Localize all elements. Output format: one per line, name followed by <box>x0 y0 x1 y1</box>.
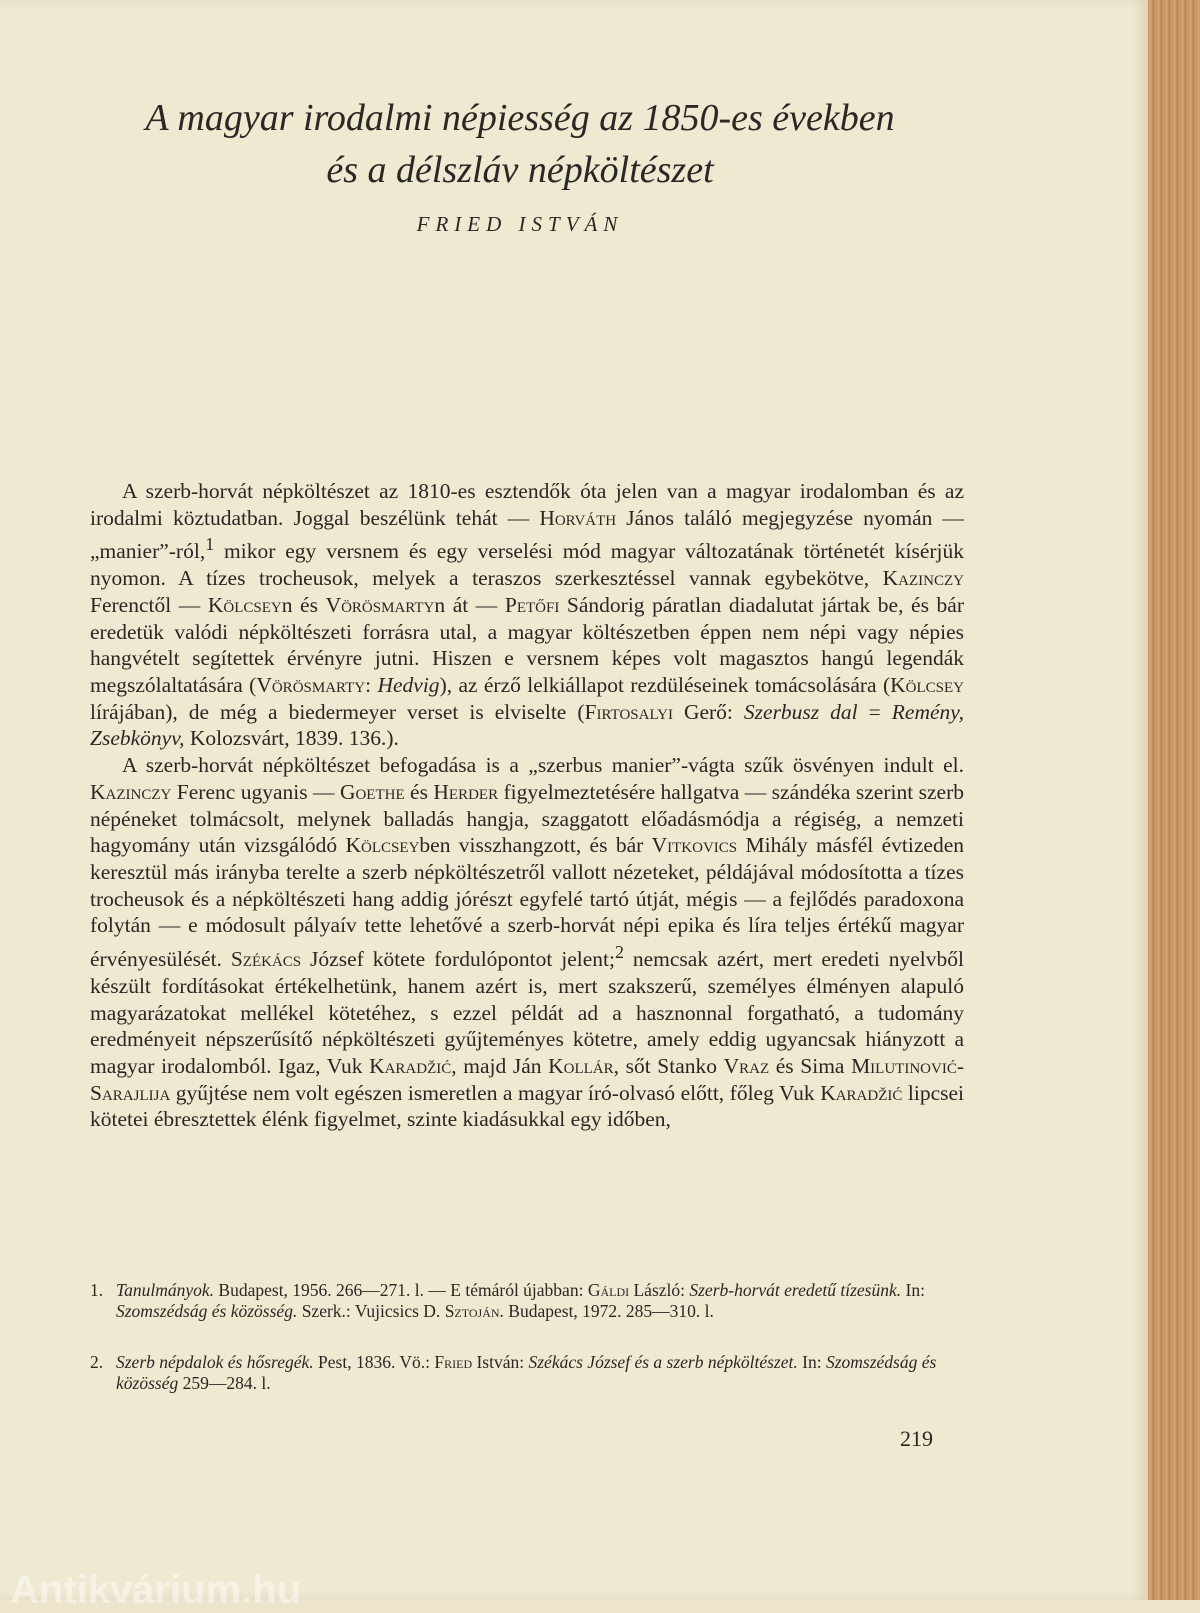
name-petofi: Petőfi <box>504 592 560 617</box>
work-hedvig: Hedvig <box>377 673 440 698</box>
footnote-number: 2. <box>90 1352 104 1372</box>
footnote-text: Szerb népdalok és hősregék. Pest, 1836. Vö.: Fried István: Székács József és a szerb népköltészet. In: Szomszédság és közösség 259—284. l. <box>116 1352 937 1393</box>
work-szerbusz-dal: Szerbusz dal <box>743 699 858 724</box>
footnote-ref-1: 1 <box>205 534 215 555</box>
name-kolcsey: Kölcsey <box>207 592 282 617</box>
watermark: Antikvárium.hu <box>10 1568 302 1612</box>
name-herder: Herder <box>433 779 499 804</box>
footnote-2 <box>90 1352 964 1394</box>
name-vraz: Vraz <box>723 1054 770 1079</box>
name-horvath: Horváth <box>539 505 617 530</box>
paragraph-1: A szerb-horvát népköltészet az 1810-es esztendők óta jelen van a magyar irodalomban és az irodalmi köztudatban. Joggal beszélünk tehát — Horváth János találó megjegyzése nyomán — „manier”-ról,$^1$ mikor egy versnem és egy verselési mód magyar változatának történetét kísérjük nyomon. A tízes trocheusok, melyek a teraszos szerkesztéssel vannak egybekötve, Kazinczy Ferenctől — Kölcseyn és Vörösmartyn át — Petőfi Sándorig páratlan diadalutat jártak be, és bár eredetük valódi népköltészeti forrásra utal, a magyar költészetben éppen nem népi vagy népies hangvételt segítettek érvényre jutni. Hiszen e versnem képes volt magasztos hangú legendák megszólaltatására (Vörösmarty: Hedvig), az érző lelkiállapot rezdüléseinek tomácsolására (Kölcsey lírájában), de még a biedermeyer verset is elviselte (Firtosalyi Gerő: Szerbusz dal = Remény, Zsebkönyv, Kolozsvárt, 1839. 136.). <box>90 479 964 751</box>
article-body <box>90 478 964 1133</box>
name-kazinczy: Kazinczy <box>90 779 172 804</box>
title-line-2: és a délszláv népköltészet <box>326 149 714 191</box>
name-vitkovics: Vitkovics <box>651 833 738 858</box>
name-kazinczy: Kazinczy <box>882 566 964 591</box>
name-firtosalyi: Firtosalyi <box>584 699 673 724</box>
name-vorosmarty: Vörösmarty <box>325 592 435 617</box>
name-kollar: Kollár <box>548 1054 614 1079</box>
title-line-1: A magyar irodalmi népiesség az 1850-es években <box>145 97 895 139</box>
name-karadzic: Karadžić <box>820 1080 903 1105</box>
name-karadzic: Karadžić <box>369 1054 452 1079</box>
name-goethe: Goethe <box>339 779 405 804</box>
author-name: FRIED ISTVÁN <box>416 212 624 236</box>
name-szekacs: Székács <box>230 947 302 972</box>
article-title <box>100 92 940 196</box>
paragraph-2: A szerb-horvát népköltészet befogadása is a „szerbus manier”-vágta szűk ösvényen indult el. Kazinczy Ferenc ugyanis — Goethe és Herder figyelmeztetésére hallgatva — szándéka szerint szerb népéneket tolmácsolt, melynek balladás hangja, szaggatott előadásmódja a régiség, a nemzeti hagyomány után vizsgálódó Kölcseyben visszhangzott, és bár Vitkovics Mihály másfél évtizeden keresztül más irányba terelte a szerb népköltészetről vallott nézeteket, példájával módosította a tízes trocheusok és a népköltészeti hang addig jórészt egyfelé tartó útját, mégis — a fejlődés paradoxona folytán — e módosult pályaív tette lehetővé a szerb-horvát népi epika és líra teljes értékű magyar érvényesülését. Székács József kötete fordulópontot jelent;$^2$ nemcsak azért, mert eredeti nyelvből készült fordításokat értékelhetünk, hanem azért is, mert szakszerű, személyes élményen alapuló magyarázatokat mellékel kötetéhez, s ezzel példát ad a hasznonnal forgatható, a tudomány eredményeit népszerűsítő népköltészeti gyűjteményes kötetre, amely eddig ugyancsak hiányzott a magyar irodalomból. Igaz, Vuk Karadžić, majd Ján Kollár, sőt Stanko Vraz és Sima Milutinović-Sarajlija gyűjtése nem volt egészen ismeretlen a magyar író-olvasó előtt, főleg Vuk Karadžić lipcsei kötetei ébresztettek élénk figyelmet, szinte kiadásukkal egy időben, <box>90 753 965 1132</box>
work-remeny: Remény, Zsebkönyv, <box>90 699 964 751</box>
footnote-ref-2: 2 <box>615 942 624 963</box>
name-milutinovic: Milutinović-Sarajlija <box>90 1054 964 1105</box>
footnote-number: 1. <box>90 1280 104 1300</box>
footnote-1 <box>90 1280 964 1322</box>
name-kolcsey: Kölcsey <box>890 673 964 698</box>
page-number: 219 <box>900 1426 933 1451</box>
footnote-text: Tanulmányok. Budapest, 1956. 266—271. l. — E témáról újabban: Gáldi László: Szerb-horvát eredetű tízesünk. In: Szomszédság és közösség. Szerk.: Vujicsics D. Sztoján. Budapest, 1972. 285—310. l. <box>116 1280 925 1321</box>
book-edge <box>1148 0 1200 1600</box>
name-vorosmarty: Vörösmarty <box>256 673 366 698</box>
name-kolcsey: Kölcsey <box>345 833 420 858</box>
